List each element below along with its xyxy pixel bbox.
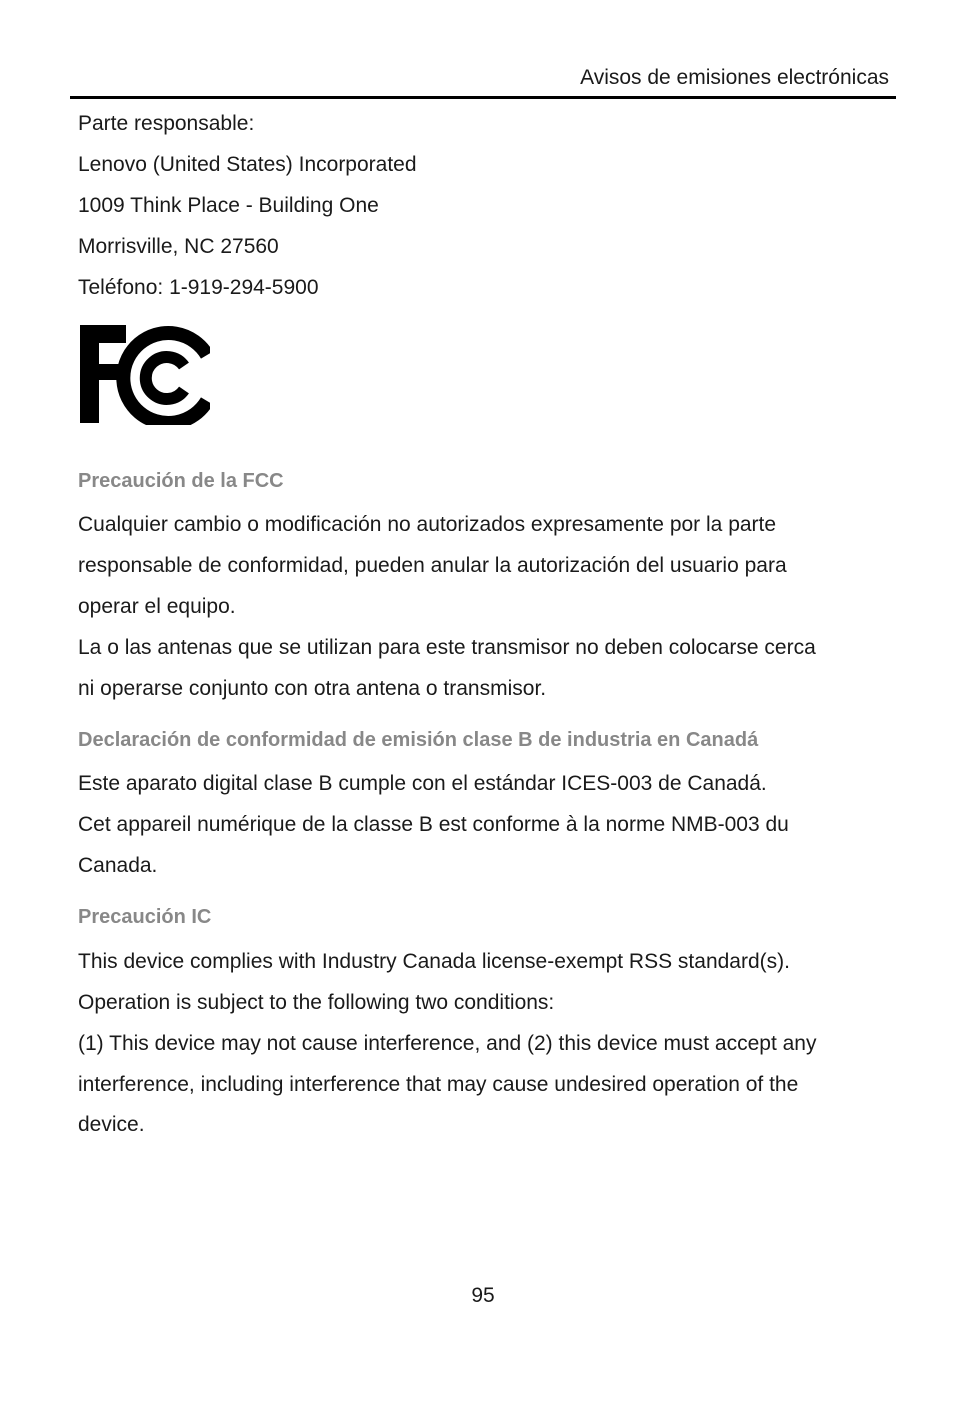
ic-caution-line: device. xyxy=(78,1113,145,1136)
responsible-party-company: Lenovo (United States) Incorporated xyxy=(78,153,417,176)
page-number: 95 xyxy=(471,1284,495,1307)
ic-caution-line: Operation is subject to the following two conditions: xyxy=(78,991,555,1014)
ic-caution-line: This device complies with Industry Canada license-exempt RSS standard(s). xyxy=(78,950,790,973)
fcc-caution-line: Cualquier cambio o modificación no autorizados expresamente por la parte xyxy=(78,513,777,536)
fcc-caution-line: operar el equipo. xyxy=(78,595,236,618)
canada-class-b-line: Canada. xyxy=(78,854,158,877)
canada-class-b-heading: Declaración de conformidad de emisión clase B de industria en Canadá xyxy=(78,729,759,751)
fcc-caution-line: La o las antenas que se utilizan para este transmisor no deben colocarse cerca xyxy=(78,636,816,659)
canada-class-b-line: Este aparato digital clase B cumple con el estándar ICES-003 de Canadá. xyxy=(78,772,767,795)
page-header-title: Avisos de emisiones electrónicas xyxy=(580,66,889,89)
responsible-party-label: Parte responsable: xyxy=(78,112,255,135)
fcc-caution-line: ni operarse conjunto con otra antena o transmisor. xyxy=(78,677,547,700)
ic-caution-line: interference, including interference that may cause undesired operation of the xyxy=(78,1073,799,1096)
ic-caution-line: (1) This device may not cause interference, and (2) this device must accept any xyxy=(78,1032,817,1055)
header-rule xyxy=(70,96,896,99)
responsible-party-city: Morrisville, NC 27560 xyxy=(78,235,279,258)
responsible-party-phone: Teléfono: 1-919-294-5900 xyxy=(78,276,319,299)
fcc-caution-line: responsable de conformidad, pueden anular la autorización del usuario para xyxy=(78,554,787,577)
fcc-caution-heading: Precaución de la FCC xyxy=(78,470,284,492)
fcc-logo xyxy=(78,323,210,425)
ic-caution-heading: Precaución IC xyxy=(78,906,212,928)
canada-class-b-line: Cet appareil numérique de la classe B est conforme à la norme NMB-003 du xyxy=(78,813,789,836)
responsible-party-street: 1009 Think Place - Building One xyxy=(78,194,379,217)
